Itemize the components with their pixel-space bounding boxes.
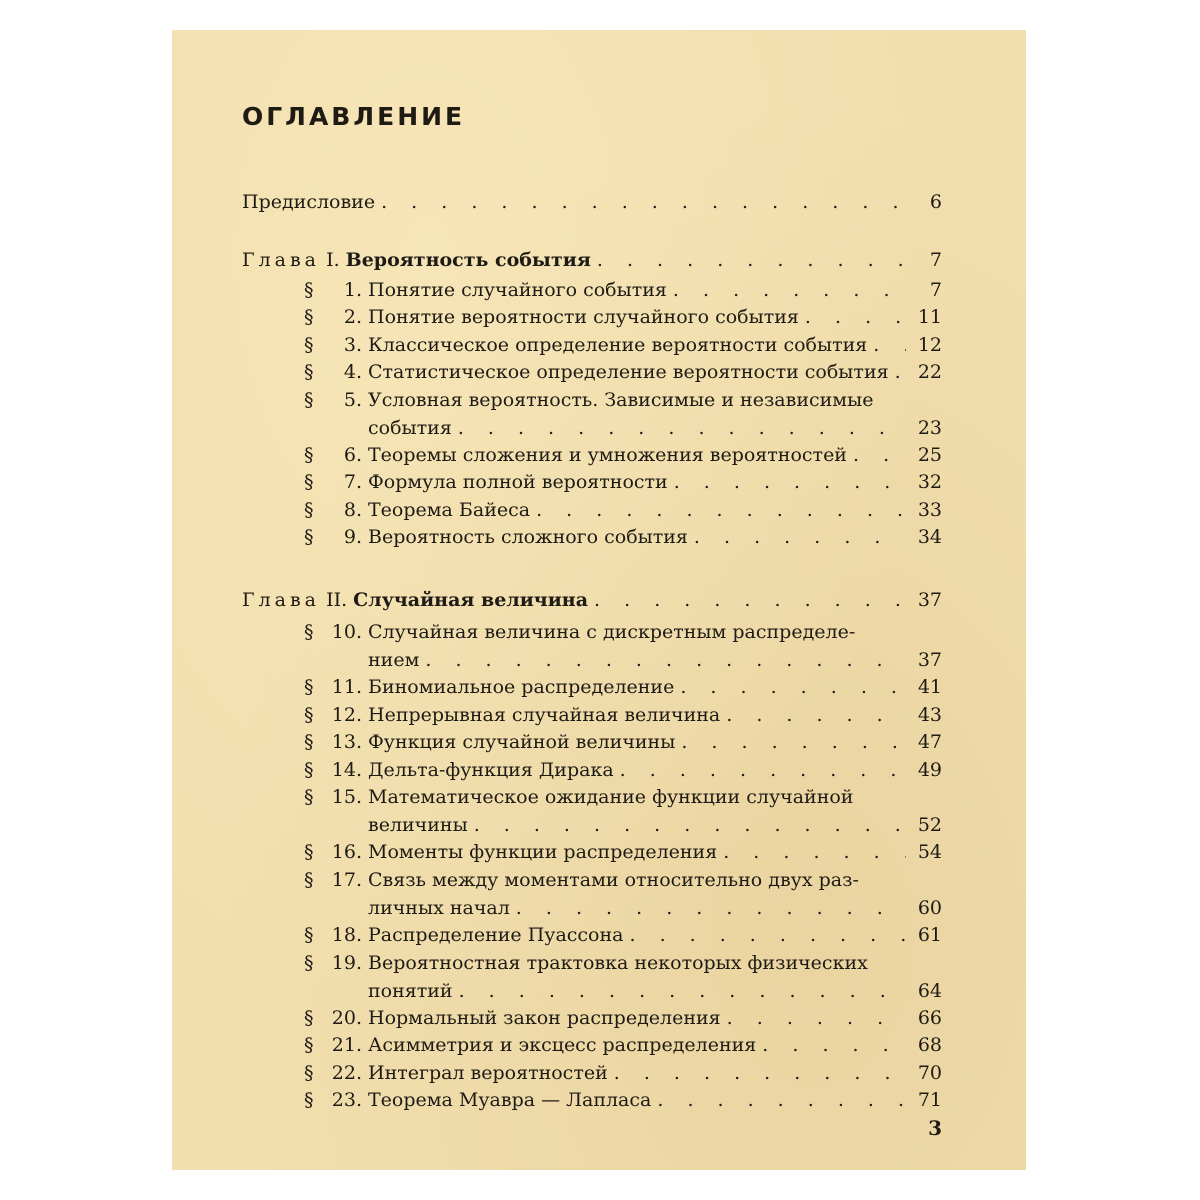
section-sign: § bbox=[304, 306, 314, 329]
section-title: Понятие случайного события bbox=[368, 279, 667, 301]
section-number: 3. bbox=[343, 333, 362, 356]
section-number: 15. bbox=[331, 786, 362, 808]
section-title: Асимметрия и эксцесс распределения bbox=[368, 1034, 757, 1057]
leader-dots bbox=[668, 470, 906, 494]
section-title: Нормальный закон распределения bbox=[368, 1007, 721, 1029]
section-sign: § bbox=[304, 279, 314, 301]
section-title: Понятие вероятности случайного события bbox=[368, 306, 799, 329]
section-number: 2. bbox=[343, 306, 362, 329]
section-sign: § bbox=[304, 951, 314, 974]
section-number: 8. bbox=[343, 498, 362, 521]
toc-entry-page: 7 bbox=[929, 249, 942, 271]
section-title: Классическое определение вероятности события bbox=[368, 333, 868, 356]
chapter-numeral: I. bbox=[326, 249, 340, 271]
section-number: 4. bbox=[343, 361, 362, 384]
section-page: 37 bbox=[917, 649, 942, 671]
section-page: 43 bbox=[917, 703, 942, 726]
section-number: 13. bbox=[331, 731, 362, 754]
chapter-label: Глава bbox=[242, 589, 321, 611]
section-page: 25 bbox=[917, 444, 942, 466]
section-sign: § bbox=[304, 1061, 314, 1084]
section-sign: § bbox=[304, 1089, 314, 1112]
toc-entry-page: 37 bbox=[917, 589, 942, 611]
leader-dots bbox=[674, 675, 906, 699]
section-page: 34 bbox=[917, 526, 942, 549]
leader-dots bbox=[588, 588, 906, 612]
section-page: 61 bbox=[917, 924, 942, 947]
leader-dots bbox=[688, 525, 906, 549]
chapter-label: Глава bbox=[242, 249, 321, 271]
section-title: Интеграл вероятностей bbox=[368, 1061, 608, 1084]
section-title: Распределение Пуассона bbox=[368, 924, 624, 947]
section-sign: § bbox=[304, 471, 314, 494]
section-page: 70 bbox=[917, 1061, 942, 1084]
section-title: Теоремы сложения и умножения вероятностей bbox=[368, 444, 847, 466]
section-number: 22. bbox=[331, 1061, 362, 1084]
section-number: 5. bbox=[343, 388, 362, 411]
section-page: 54 bbox=[917, 841, 942, 864]
section-page: 60 bbox=[917, 896, 942, 919]
leader-dots bbox=[419, 648, 906, 672]
section-sign: § bbox=[304, 526, 314, 549]
chapter-numeral: II. bbox=[326, 589, 348, 611]
toc-heading: ОГЛАВЛЕНИЕ bbox=[242, 102, 466, 131]
section-sign: § bbox=[304, 731, 314, 754]
section-page: 7 bbox=[929, 279, 942, 301]
section-sign: § bbox=[304, 1007, 314, 1029]
leader-dots bbox=[510, 896, 906, 920]
section-sign: § bbox=[304, 786, 314, 808]
section-title-continued: события bbox=[368, 416, 452, 439]
section-sign: § bbox=[304, 1034, 314, 1057]
section-page: 11 bbox=[917, 306, 942, 329]
section-sign: § bbox=[304, 444, 314, 466]
leader-dots bbox=[468, 813, 906, 837]
leader-dots bbox=[614, 758, 906, 782]
section-title: Теорема Муавра — Лапласа bbox=[368, 1089, 652, 1112]
section-title: Биномиальное распределение bbox=[368, 676, 675, 699]
section-page: 68 bbox=[917, 1034, 942, 1057]
section-sign: § bbox=[304, 868, 314, 891]
section-number: 1. bbox=[343, 279, 362, 301]
section-title: Вероятностная трактовка некоторых физических bbox=[368, 951, 868, 974]
section-number: 19. bbox=[331, 951, 362, 974]
toc-entry-page: 6 bbox=[929, 191, 942, 213]
leader-dots bbox=[675, 730, 906, 754]
chapter-title: Вероятность события bbox=[345, 249, 591, 271]
leader-dots bbox=[799, 305, 906, 329]
section-sign: § bbox=[304, 841, 314, 864]
chapter-title: Случайная величина bbox=[353, 589, 589, 611]
section-sign: § bbox=[304, 924, 314, 947]
section-number: 14. bbox=[331, 758, 362, 781]
section-title: Математическое ожидание функции случайной bbox=[368, 786, 854, 808]
section-sign: § bbox=[304, 758, 314, 781]
section-title: Непрерывная случайная величина bbox=[368, 703, 721, 726]
section-title: Моменты функции распределения bbox=[368, 841, 718, 864]
section-number: 11. bbox=[331, 676, 362, 699]
section-number: 20. bbox=[331, 1007, 362, 1029]
section-page: 41 bbox=[917, 676, 942, 699]
leader-dots bbox=[375, 190, 906, 214]
section-number: 21. bbox=[331, 1034, 362, 1057]
leader-dots bbox=[717, 840, 906, 864]
section-title: Связь между моментами относительно двух раз- bbox=[368, 868, 859, 891]
section-sign: § bbox=[304, 703, 314, 726]
section-sign: § bbox=[304, 676, 314, 699]
section-number: 10. bbox=[331, 621, 362, 643]
leader-dots bbox=[453, 979, 906, 1003]
section-page: 64 bbox=[917, 979, 942, 1002]
section-number: 23. bbox=[331, 1089, 362, 1112]
leader-dots bbox=[452, 416, 906, 440]
section-page: 32 bbox=[917, 471, 942, 494]
section-page: 23 bbox=[917, 416, 942, 439]
leader-dots bbox=[651, 1088, 906, 1112]
section-number: 18. bbox=[331, 924, 362, 947]
leader-dots bbox=[756, 1033, 906, 1057]
section-title: Статистическое определение вероятности события bbox=[368, 361, 889, 384]
section-title: Теорема Байеса bbox=[368, 498, 531, 521]
section-number: 6. bbox=[343, 444, 362, 466]
section-title: Случайная величина с дискретным распределе- bbox=[368, 621, 856, 643]
section-title: Формула полной вероятности bbox=[368, 471, 668, 494]
section-page: 12 bbox=[917, 333, 942, 356]
book-page bbox=[172, 30, 1026, 1170]
leader-dots bbox=[591, 248, 906, 272]
section-number: 12. bbox=[331, 703, 362, 726]
section-title: Функция случайной величины bbox=[368, 731, 676, 754]
section-title-continued: величины bbox=[368, 814, 468, 836]
section-sign: § bbox=[304, 333, 314, 356]
section-number: 16. bbox=[331, 841, 362, 864]
section-sign: § bbox=[304, 388, 314, 411]
section-number: 9. bbox=[343, 526, 362, 549]
leader-dots bbox=[623, 923, 906, 947]
leader-dots bbox=[721, 1006, 906, 1030]
section-title-continued: понятий bbox=[368, 979, 453, 1002]
section-page: 33 bbox=[917, 498, 942, 521]
section-title: Вероятность сложного события bbox=[368, 526, 688, 549]
section-page: 22 bbox=[917, 361, 942, 384]
section-number: 7. bbox=[343, 471, 362, 494]
leader-dots bbox=[667, 278, 906, 302]
section-title: Дельта-функция Дирака bbox=[368, 758, 614, 781]
section-title-continued: нием bbox=[368, 649, 420, 671]
section-page: 71 bbox=[917, 1089, 942, 1112]
section-sign: § bbox=[304, 361, 314, 384]
toc-entry-title: Предисловие bbox=[242, 191, 376, 213]
section-sign: § bbox=[304, 621, 314, 643]
section-page: 47 bbox=[917, 731, 942, 754]
leader-dots bbox=[530, 498, 906, 522]
leader-dots bbox=[720, 703, 906, 727]
section-page: 66 bbox=[917, 1007, 942, 1029]
section-title: Условная вероятность. Зависимые и независимые bbox=[368, 388, 874, 411]
page-number: 3 bbox=[928, 1116, 942, 1140]
section-sign: § bbox=[304, 498, 314, 521]
section-page: 49 bbox=[917, 758, 942, 781]
section-page: 52 bbox=[917, 814, 942, 836]
section-number: 17. bbox=[331, 868, 362, 891]
section-title-continued: личных начал bbox=[368, 896, 510, 919]
leader-dots bbox=[608, 1061, 906, 1085]
